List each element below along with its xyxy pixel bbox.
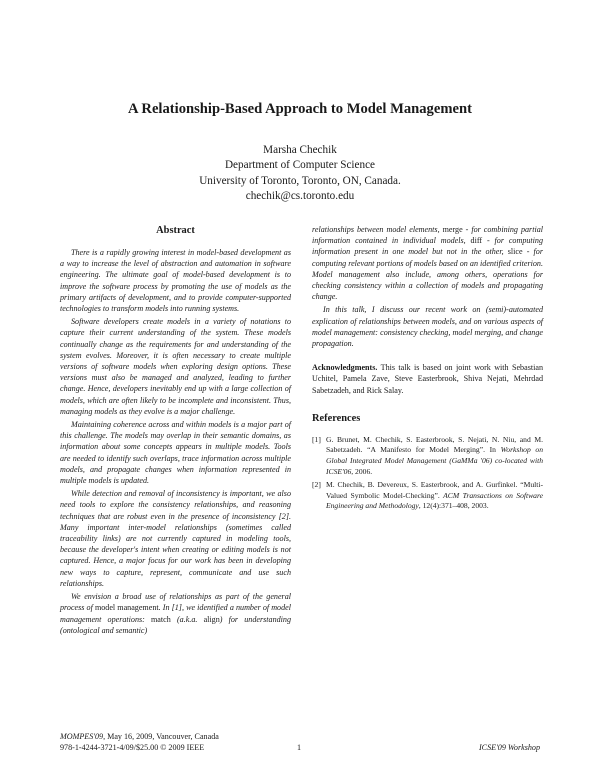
paper-title: A Relationship-Based Approach to Model Management bbox=[128, 101, 472, 117]
author-block bbox=[0, 143, 600, 205]
abstract-paragraph-7: In this talk, I discuss our recent work on (semi)-automated explication of relationships between models, and on various aspects of model management: consistency checking, model merging, and change propagation. bbox=[312, 305, 543, 349]
footer-isbn: 978-1-4244-3721-4/09/$25.00 © 2009 IEEE bbox=[60, 743, 205, 752]
acknowledgments bbox=[312, 362, 543, 396]
abstract-heading: Abstract bbox=[156, 225, 195, 236]
page-number: 1 bbox=[297, 743, 302, 752]
acknowledgments-label: Acknowledgments. bbox=[312, 363, 378, 373]
abstract-paragraph-4: While detection and removal of inconsistency is important, we also need tools to explore the consistency relationships, and reasoning techniques that are robust even in the presence of inconsistency [2]. Many important inter-model relationships (sometimes called traceability links) are not currently captured in modeling tools, because the developer's intent when creating or editing models is not captured. Hence, a major focus for our work has been in developing new ways to capture, represent, communicate and use such relationships. bbox=[60, 489, 291, 588]
author-affiliation: University of Toronto, Toronto, ON, Canada. bbox=[199, 174, 401, 187]
left-column bbox=[60, 224, 291, 638]
page-footer bbox=[60, 731, 540, 753]
reference-number: [2] bbox=[312, 480, 321, 490]
reference-text: G. Brunet, M. Chechik, S. Easterbrook, S. Nejati, N. Niu, and M. Sabetzadeh. “A Manifesto for Model Merging”. In Workshop on Global Integrated Model Management (GaMMa '06) co-located with ICSE'06, 2006. bbox=[326, 434, 543, 476]
footer-workshop: ICSE'09 Workshop bbox=[478, 743, 540, 752]
reference-number: [1] bbox=[312, 434, 321, 444]
abstract-paragraph-2: Software developers create models in a variety of notations to capture their current understanding of the system. These models continually change as the requirements for and understanding of the system evolves. Moreover, it is often necessary to create multiple versions of software models when exploring design options. These versions must also be managed and analyzed, leading to further change. Hence, developers inevitably end up with a large collection of models, which are often likely to be incomplete and inconsistent. Thus, managing models as they evolve is a major challenge. bbox=[60, 317, 291, 416]
acknowledgments-text: This talk is based on joint work with Sebastian Uchitel, Pamela Zave, Steve Easterbrook, Shiva Nejati, Mehrdad Sabetzadeh, and Rick Salay. bbox=[312, 363, 543, 395]
abstract-paragraph-6: relationships between model elements, merge - for combining partial information contained in individual models, diff - for computing information present in one model but not in the other, slice - for computing relevant portions of models based on an identified criterion. Model management also include, among others, operations for checking consistency within a collection of models and propagating change. bbox=[312, 225, 544, 302]
reference-item bbox=[312, 480, 543, 512]
abstract-paragraph-5: We envision a broad use of relationships as part of the general process of model management. In [1], we identified a number of model management operations: match (a.k.a. align) for understanding (ontological and semantic) bbox=[60, 592, 291, 635]
author-name: Marsha Chechik bbox=[263, 144, 337, 156]
reference-text: M. Chechik, B. Devereux, S. Easterbrook, and A. Gurfinkel. “Multi-Valued Symbolic Model-Checking”. ACM Transactions on Software Engineering and Methodology, 12(4):371–408, 2003. bbox=[326, 480, 543, 511]
footer-venue: MOMPES'09, May 16, 2009, Vancouver, Canada bbox=[60, 732, 219, 741]
reference-item bbox=[312, 435, 543, 477]
author-department: Department of Computer Science bbox=[224, 159, 376, 172]
right-column bbox=[312, 224, 543, 515]
author-email: chechik@cs.toronto.edu bbox=[245, 190, 355, 203]
abstract-paragraph-3: Maintaining coherence across and within models is a major part of this challenge. The models may overlap in their semantic domains, as information about some concepts appears in multiple models. Tools are needed to identify such overlaps, trace information across multiple models, and propagate changes when information represented in multiple models is updated. bbox=[60, 420, 291, 486]
abstract-paragraph-1: There is a rapidly growing interest in model-based development as a way to increase the level of abstraction and automation in software engineering. The ultimate goal of model-based development is to improve the software process by promoting the use of models as the primary artifacts of development, and to provide computer-supported technologies to transform models into running systems. bbox=[60, 248, 291, 314]
references-heading: References bbox=[312, 412, 361, 424]
